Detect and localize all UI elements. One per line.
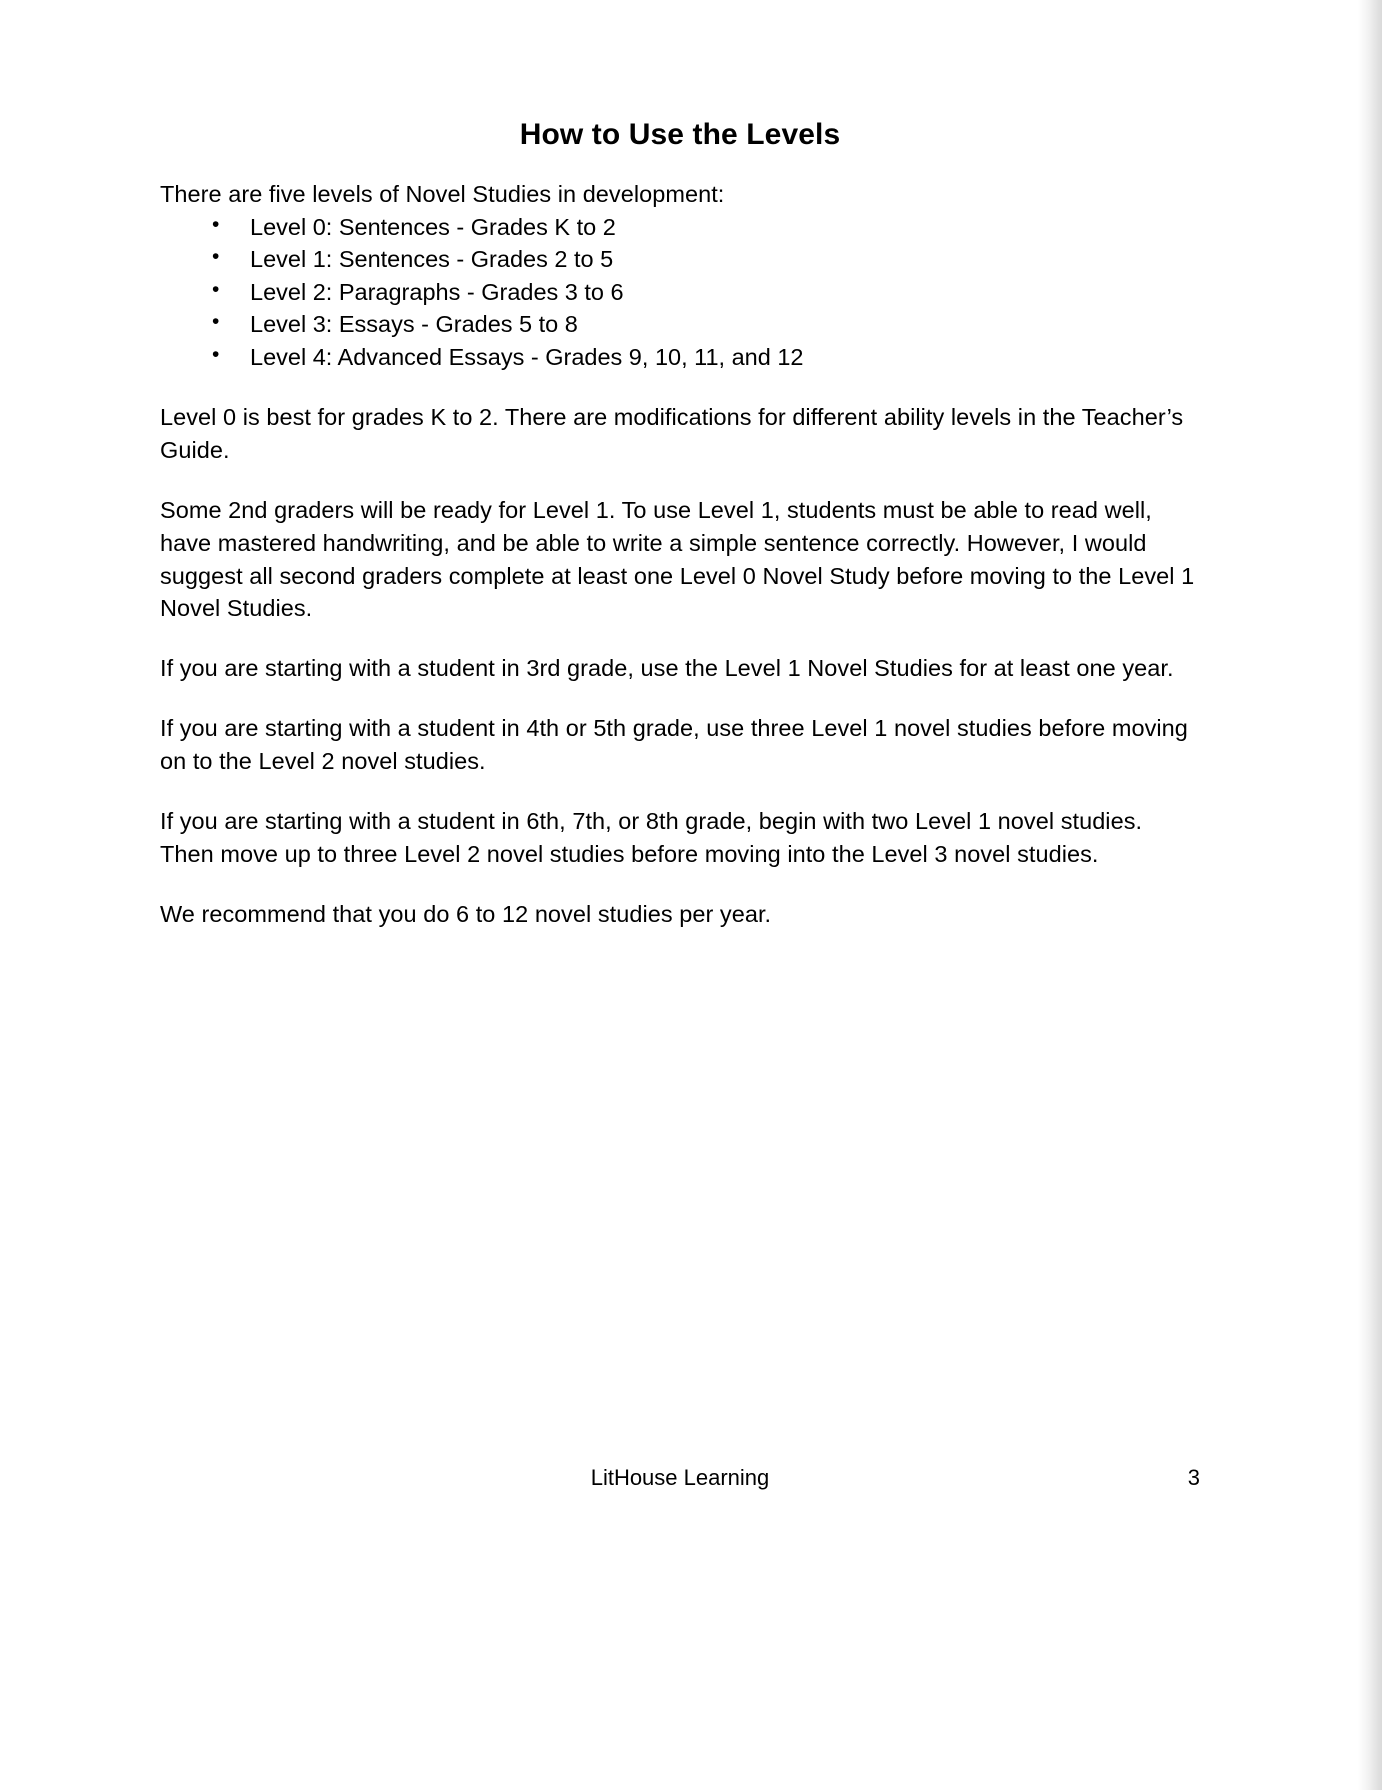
list-item: • Level 2: Paragraphs - Grades 3 to 6 (212, 276, 1200, 308)
footer-page-number: 3 (1187, 1465, 1200, 1490)
spacer (160, 685, 1200, 712)
intro-paragraph: There are five levels of Novel Studies in development: (160, 181, 725, 207)
spacer (160, 625, 1200, 652)
spacer (160, 778, 1200, 805)
body-paragraph-5: If you are starting with a student in 6th, 7th, or 8th grade, begin with two Level 1 novel studies. Then move up to three Level 2 novel studies before moving into the Level 3 novel studies. (160, 808, 1143, 867)
footer-publisher: LitHouse Learning (590, 1465, 770, 1490)
body-paragraph-6: We recommend that you do 6 to 12 novel studies per year. (160, 900, 772, 927)
spacer (160, 373, 1200, 401)
body-paragraph-2: Some 2nd graders will be ready for Level 1. To use Level 1, students must be able to read well, have mastered handwriting, and be able to write a simple sentence correctly. However, I would suggest all second graders complete at least one Level 0 Novel Study before moving to the Level 1 Novel Studies. (160, 496, 1195, 622)
spacer (160, 467, 1200, 494)
page-footer (160, 1465, 1200, 1491)
list-item: • Level 3: Essays - Grades 5 to 8 (212, 308, 1200, 340)
list-item: • Level 4: Advanced Essays - Grades 9, 10, 11, and 12 (212, 341, 1200, 373)
levels-list (160, 211, 1200, 373)
body-paragraph-4: If you are starting with a student in 4th or 5th grade, use three Level 1 novel studies before moving on to the Level 2 novel studies. (160, 715, 1188, 775)
page-edge-shadow (1358, 0, 1382, 1790)
page-content (160, 118, 1200, 931)
list-item: • Level 1: Sentences - Grades 2 to 5 (212, 243, 1200, 275)
spacer (160, 871, 1200, 898)
page-title: How to Use the Levels (519, 118, 841, 151)
body-paragraph-1: Level 0 is best for grades K to 2. There are modifications for different ability levels in the Teacher’s Guide. (160, 404, 1184, 463)
list-item: • Level 0: Sentences - Grades K to 2 (212, 211, 1200, 243)
body-paragraph-3: If you are starting with a student in 3rd grade, use the Level 1 Novel Studies for at least one year. (160, 655, 1174, 682)
